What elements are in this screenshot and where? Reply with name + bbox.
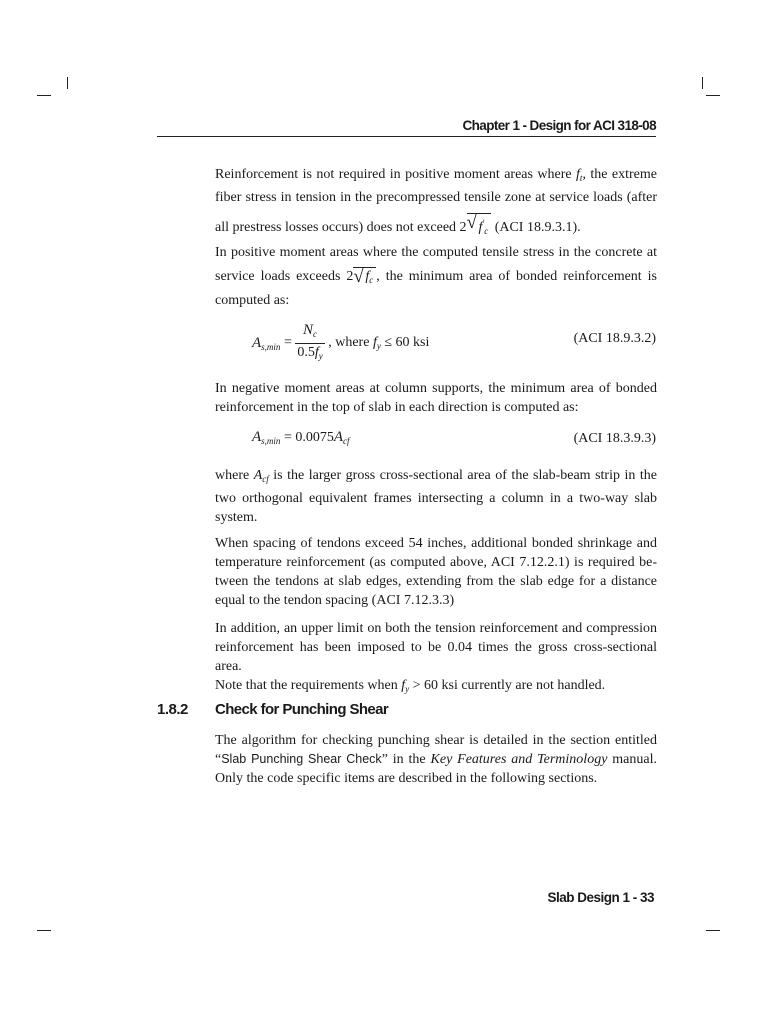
equation-1: $A_{s,min}$ = $\frac{N_c}{0.5f_y}$ , where $f_y \le 60$ ksi: [252, 321, 429, 365]
paragraph-5-line-4: equal to the tendon spacing (ACI 7.12.3.3): [215, 593, 455, 608]
paragraph-6: [215, 619, 657, 699]
paragraph-5-line-2: temperature reinforcement (as computed above, ACI 7.12.2.1) is required be-: [215, 555, 657, 570]
paragraph-4-line-3: system.: [215, 510, 258, 525]
paragraph-7-line-2: “Slab Punching Shear Check” in the Key Features and Terminology manual.: [215, 752, 657, 767]
crop-mark-top-right-v: [702, 77, 703, 89]
paragraph-6-line-1: In addition, an upper limit on both the tension reinforcement and compression: [215, 621, 657, 636]
paragraph-1-line-1: Reinforcement is not required in positive moment areas where $f_t$, the extreme: [215, 167, 657, 183]
paragraph-2-line-3: computed as:: [215, 293, 290, 308]
crop-mark-top-left-h: [37, 95, 51, 96]
paragraph-1-line-2: fiber stress in tension in the precompressed tensile zone at service loads (after: [215, 190, 657, 205]
paragraph-2: [215, 243, 657, 310]
section-number: 1.8.2: [157, 701, 188, 718]
paragraph-6-line-3: Note that the requirements when $f_y > 60$ ksi currently are not handled.: [215, 678, 606, 694]
paragraph-3: [215, 379, 657, 417]
page-footer: Slab Design 1 - 33: [547, 890, 654, 905]
paragraph-4: [215, 466, 657, 527]
paragraph-7: [215, 731, 657, 788]
crop-mark-bottom-right-h: [706, 930, 720, 931]
paragraph-2-line-2: service loads exceeds 2 √ $f_c$ , the minimum area of bonded reinforcement is: [215, 266, 657, 287]
paragraph-2-line-1: In positive moment areas where the computed tensile stress in the concrete at: [215, 245, 657, 260]
equation-2-reference: (ACI 18.3.9.3): [573, 431, 656, 446]
crop-mark-top-left-v: [67, 77, 68, 89]
equation-1-reference: (ACI 18.9.3.2): [573, 331, 656, 346]
header-rule: [157, 136, 656, 137]
paragraph-4-line-2: two orthogonal equivalent frames intersecting a column in a two-way slab: [215, 491, 657, 506]
paragraph-5: [215, 534, 657, 610]
running-head: Chapter 1 - Design for ACI 318-08: [462, 118, 656, 133]
crop-mark-bottom-left-h: [37, 930, 51, 931]
paragraph-7-line-1: The algorithm for checking punching shear is detailed in the section entitled: [215, 733, 657, 748]
crop-mark-top-right-h: [706, 95, 720, 96]
paragraph-3-line-2: reinforcement in the top of slab in each direction is computed as:: [215, 400, 579, 415]
paragraph-5-line-3: tween the tendons at slab edges, extending from the slab edge for a distance: [215, 574, 657, 589]
sqrt-fc-prime: √ $f'_c$: [467, 213, 492, 232]
paragraph-7-line-3: Only the code specific items are described in the following sections.: [215, 771, 598, 786]
paragraph-3-line-1: In negative moment areas at column supports, the minimum area of bonded: [215, 381, 657, 396]
paragraph-5-line-1: When spacing of tendons exceed 54 inches, additional bonded shrinkage and: [215, 536, 657, 551]
paragraph-6-line-2: reinforcement has been imposed to be 0.04 times the gross cross-sectional area.: [215, 640, 657, 674]
paragraph-1-line-3: all prestress losses occurs) does not exceed 2 √ $f'_c$ (ACI 18.9.3.1).: [215, 212, 581, 236]
equation-2: $A_{s,min} = 0.0075A_{cf}$: [252, 429, 350, 446]
fraction-nc-over-fy: $\frac{N_c}{0.5f_y}$: [297, 322, 323, 361]
section-title: Check for Punching Shear: [215, 701, 389, 718]
paragraph-4-line-1: where $A_{cf}$ is the larger gross cross-sectional area of the slab-beam strip in the: [215, 468, 657, 484]
sqrt-fc: √ $f_c$: [353, 267, 376, 286]
slab-punching-shear-check-ref: Slab Punching Shear Check: [221, 752, 382, 766]
paragraph-1: [215, 165, 657, 237]
